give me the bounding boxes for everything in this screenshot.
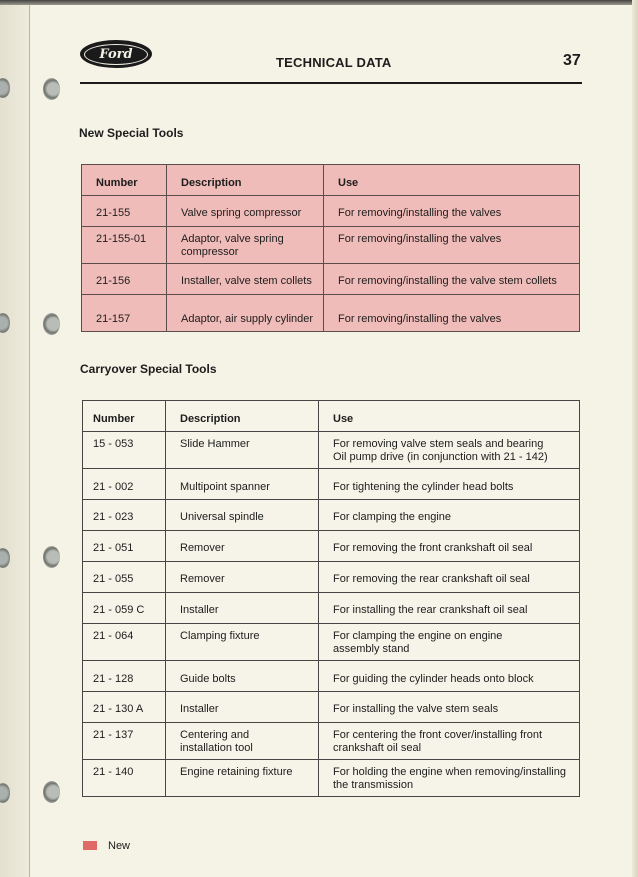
tool-use: For centering the front cover/installing front crankshaft oil seal (319, 723, 580, 760)
table-row (83, 469, 580, 500)
tool-number: 21-155-01 (82, 227, 167, 264)
previous-page-edge (0, 0, 30, 877)
tool-use: For removing/installing the valve stem collets (324, 264, 580, 295)
column-header-description: Description (166, 401, 319, 432)
tool-description: Valve spring compressor (167, 196, 324, 227)
binder-hole (43, 78, 60, 100)
tool-number: 21-157 (82, 295, 167, 332)
header-divider (80, 82, 582, 84)
tool-number: 21-156 (82, 264, 167, 295)
tool-use: For clamping the engine (319, 500, 580, 531)
tool-number: 21 - 130 A (83, 692, 166, 723)
tool-number: 21 - 059 C (83, 593, 166, 624)
tool-use: For tightening the cylinder head bolts (319, 469, 580, 500)
tool-description: Multipoint spanner (166, 469, 319, 500)
table-header-row (82, 165, 580, 196)
tool-number: 21 - 140 (83, 760, 166, 797)
page-top-shadow (0, 0, 638, 5)
tool-use: For removing/installing the valves (324, 196, 580, 227)
binder-hole (43, 313, 60, 335)
tool-use: For holding the engine when removing/installing the transmission (319, 760, 580, 797)
tool-number: 21 - 137 (83, 723, 166, 760)
tool-number: 21 - 051 (83, 531, 166, 562)
tool-description: Guide bolts (166, 661, 319, 692)
table-row (83, 593, 580, 624)
tool-number: 21 - 064 (83, 624, 166, 661)
new-tools-table (81, 164, 580, 332)
tool-use: For removing/installing the valves (324, 295, 580, 332)
tool-use: For removing valve stem seals and bearing Oil pump drive (in conjunction with 21 - 142) (319, 432, 580, 469)
tool-description: Adaptor, air supply cylinder (167, 295, 324, 332)
tool-number: 21 - 055 (83, 562, 166, 593)
table-row (82, 196, 580, 227)
column-header-number: Number (83, 401, 166, 432)
binder-hole (43, 781, 60, 803)
table-row (83, 562, 580, 593)
table-row (83, 500, 580, 531)
table-row (83, 661, 580, 692)
tool-use: For removing the front crankshaft oil seal (319, 531, 580, 562)
tool-description: Installer (166, 692, 319, 723)
new-tools-title: New Special Tools (79, 126, 184, 140)
table-row (83, 432, 580, 469)
tool-use: For installing the rear crankshaft oil seal (319, 593, 580, 624)
tool-use: For removing the rear crankshaft oil seal (319, 562, 580, 593)
column-header-number: Number (82, 165, 167, 196)
column-header-use: Use (319, 401, 580, 432)
tool-description: Universal spindle (166, 500, 319, 531)
tool-use: For removing/installing the valves (324, 227, 580, 264)
page-header-title: TECHNICAL DATA (276, 55, 392, 70)
table-row (82, 227, 580, 264)
tool-description: Engine retaining fixture (166, 760, 319, 797)
table-row (83, 531, 580, 562)
legend-new-label: New (108, 840, 131, 852)
tool-use: For guiding the cylinder heads onto block (319, 661, 580, 692)
table-row (83, 760, 580, 797)
ford-logo-text: Ford (84, 44, 148, 65)
tool-number: 21 - 128 (83, 661, 166, 692)
tool-number: 21 - 002 (83, 469, 166, 500)
binder-hole (43, 546, 60, 568)
table-row (82, 264, 580, 295)
tool-number: 15 - 053 (83, 432, 166, 469)
table-row (83, 624, 580, 661)
tool-description: Clamping fixture (166, 624, 319, 661)
tool-description: Centering and installation tool (166, 723, 319, 760)
tool-number: 21-155 (82, 196, 167, 227)
table-row (83, 723, 580, 760)
tool-use: For installing the valve stem seals (319, 692, 580, 723)
tool-description: Remover (166, 562, 319, 593)
tool-use: For clamping the engine on engine assembly stand (319, 624, 580, 661)
tool-description: Installer, valve stem collets (167, 264, 324, 295)
page-right-edge (632, 0, 638, 877)
table-header-row (83, 401, 580, 432)
tool-number: 21 - 023 (83, 500, 166, 531)
page-number: 37 (563, 52, 581, 69)
column-header-use: Use (324, 165, 580, 196)
carryover-tools-title: Carryover Special Tools (80, 362, 217, 376)
tool-description: Adaptor, valve spring compressor (167, 227, 324, 264)
legend-new-swatch (83, 841, 97, 850)
table-row (82, 295, 580, 332)
tool-description: Slide Hammer (166, 432, 319, 469)
tool-description: Installer (166, 593, 319, 624)
column-header-description: Description (167, 165, 324, 196)
table-row (83, 692, 580, 723)
ford-logo (80, 40, 152, 68)
carryover-tools-table (82, 400, 580, 797)
tool-description: Remover (166, 531, 319, 562)
